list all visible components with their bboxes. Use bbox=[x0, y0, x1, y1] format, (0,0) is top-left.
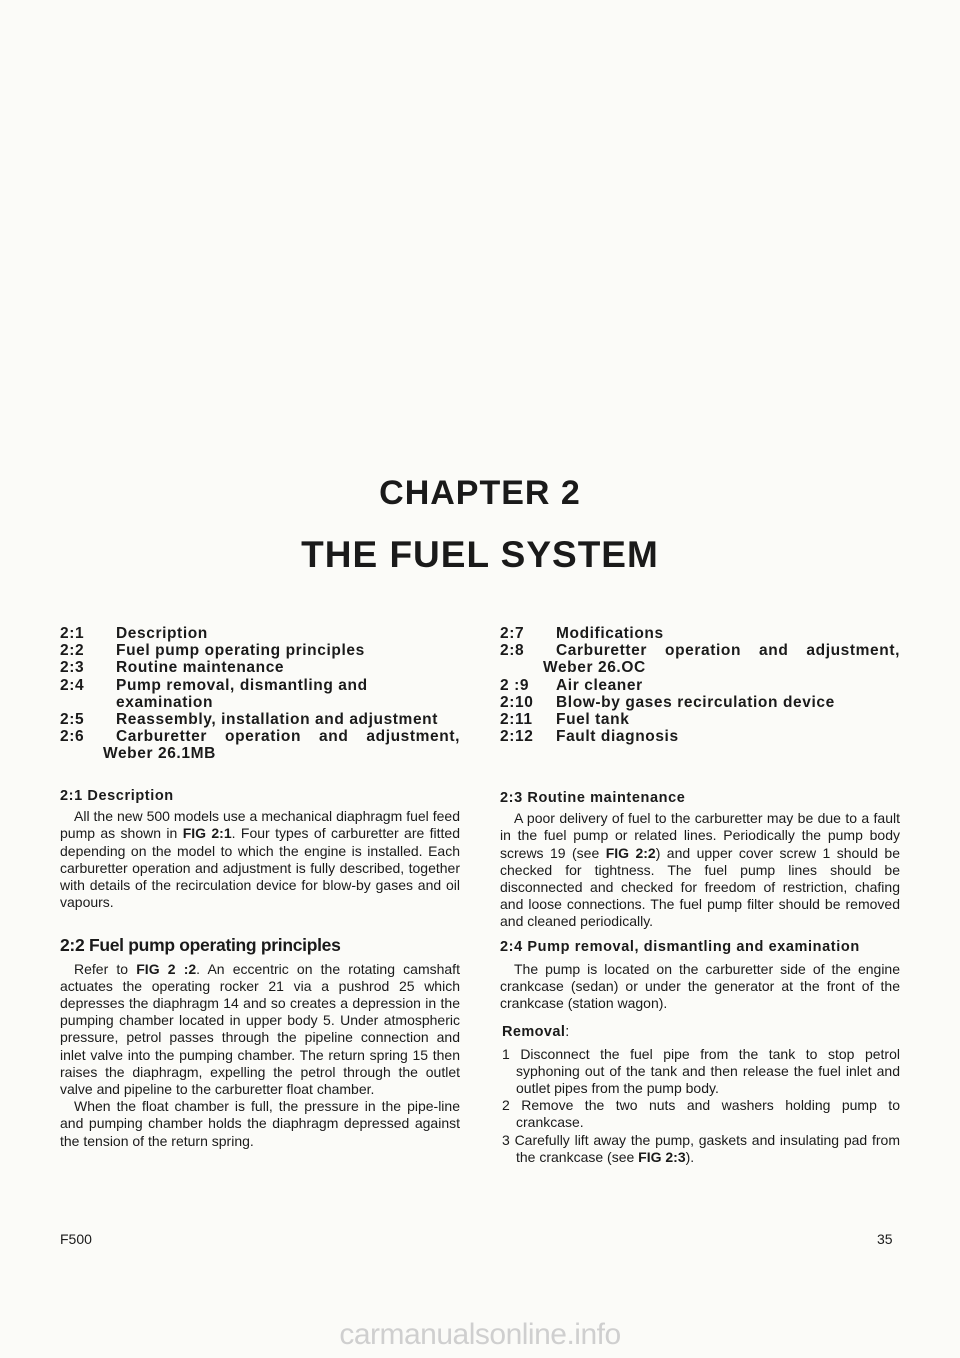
left-column bbox=[60, 788, 460, 1150]
chapter-title: THE FUEL SYSTEM bbox=[301, 534, 659, 575]
toc-title: Fuel tank bbox=[556, 711, 630, 729]
toc-item bbox=[60, 711, 460, 728]
toc-item bbox=[500, 711, 900, 728]
toc-num: 2 :9 bbox=[500, 676, 530, 694]
figure-reference: FIG 2:2 bbox=[605, 844, 656, 861]
figure-reference: FIG 2:3 bbox=[638, 1148, 686, 1165]
toc-num: 2:11 bbox=[500, 711, 533, 729]
toc-num: 2:12 bbox=[500, 728, 534, 746]
removal-step-3: 3 Carefully lift away the pump, gaskets and insulating pad from the crankcase (see FIG 2:3). bbox=[502, 1131, 900, 1165]
toc-num: 2:10 bbox=[500, 693, 534, 711]
figure-reference: FIG 2 :2 bbox=[136, 960, 197, 977]
toc-num: 2:2 bbox=[60, 642, 85, 660]
description-paragraph: All the new 500 models use a mechanical diaphragm fuel feed pump as shown in FIG 2:1. Four types of carburetter are fitted depending on the model to which the engine is installed. Each carburetter operation and adjustment is fully described, together with details of the recirculation device for blow-by gases and oil vapours. bbox=[60, 808, 460, 911]
toc-continuation: Weber 26.1MB bbox=[103, 745, 216, 763]
toc-item bbox=[60, 677, 460, 711]
toc-title: Modifications bbox=[556, 625, 664, 642]
footer-model-code: F500 bbox=[60, 1231, 92, 1247]
toc-title: Pump removal, dismantling and examination bbox=[116, 676, 368, 711]
toc-title: Fault diagnosis bbox=[556, 728, 679, 746]
section-heading-fuel-pump-principles: 2:2 Fuel pump operating principles bbox=[60, 935, 341, 956]
chapter-number: CHAPTER 2 bbox=[379, 474, 581, 512]
section-heading-pump-removal: 2:4 Pump removal, dismantling and examination bbox=[500, 938, 860, 955]
fuel-pump-paragraph-2: When the float chamber is full, the pressure in the pipe-line and pumping chamber holds the diaphragm depressed against the tension of the return spring. bbox=[60, 1098, 460, 1149]
toc-continuation: Weber 26.OC bbox=[543, 659, 646, 677]
maintenance-paragraph: A poor delivery of fuel to the carburetter may be due to a fault in the fuel pump or related lines. Periodically the pump body screws 19 (see FIG 2:2) and upper cover screw 1 should be checked for tightness. The fuel pump lines should be disconnected and checked for freedom of restriction, chafing and loose connections. The fuel pump filter should be removed and cleaned periodically. bbox=[500, 810, 900, 930]
toc-title: Blow-by gases recirculation device bbox=[556, 693, 835, 711]
page-number: 35 bbox=[877, 1231, 893, 1247]
right-column bbox=[500, 790, 900, 1166]
figure-reference: FIG 2:1 bbox=[182, 825, 232, 842]
toc-num: 2:8 bbox=[500, 642, 525, 660]
toc-title: Fuel pump operating principles bbox=[116, 642, 365, 660]
toc-item bbox=[500, 642, 900, 659]
toc-title: Carburetter operation and adjustment, bbox=[556, 642, 900, 660]
pump-location-paragraph: The pump is located on the carburetter side of the engine crankcase (sedan) or under the generator at the front of the crankcase (station wagon). bbox=[500, 960, 900, 1012]
toc-item bbox=[60, 659, 460, 676]
toc-num: 2:4 bbox=[60, 676, 85, 694]
toc-item bbox=[500, 677, 900, 694]
watermark: carmanualsonline.info bbox=[339, 1318, 621, 1351]
toc-num: 2:3 bbox=[60, 659, 85, 677]
toc-right bbox=[500, 625, 900, 745]
toc-title: Reassembly, installation and adjustment bbox=[116, 711, 438, 729]
toc-left bbox=[60, 625, 460, 763]
toc-title: Routine maintenance bbox=[116, 659, 285, 677]
toc-title: Air cleaner bbox=[556, 676, 643, 694]
toc-num: 2:6 bbox=[60, 728, 85, 746]
fuel-pump-paragraph: Refer to FIG 2 :2. An eccentric on the rotating camshaft actuates the operating rocker 21 via a pushrod 25 which depresses the diaphragm 14 and so creates a depression in the pumping chamber located in upper body 5. Under atmospheric pressure, petrol passes through the pipeline connection and inlet valve into the pumping chamber. The return spring 15 then raises the diaphragm, expelling the petrol through the outlet valve and pipeline to the carburetter float chamber. bbox=[60, 960, 460, 1098]
toc-item bbox=[500, 728, 900, 745]
toc-num: 2:5 bbox=[60, 711, 85, 729]
toc-item bbox=[500, 694, 900, 711]
removal-step-2: 2 Remove the two nuts and washers holding pump to crankcase. bbox=[502, 1097, 900, 1131]
section-heading-routine-maintenance: 2:3 Routine maintenance bbox=[500, 790, 686, 806]
toc-num: 2:7 bbox=[500, 625, 525, 642]
removal-subheading: Removal: bbox=[502, 1024, 570, 1041]
toc-item bbox=[60, 625, 460, 642]
section-heading-description: 2:1 Description bbox=[60, 788, 174, 804]
toc-title: Description bbox=[116, 625, 208, 642]
toc-title: Carburetter operation and adjustment, bbox=[116, 728, 460, 746]
toc-item bbox=[500, 625, 900, 642]
toc-item bbox=[60, 642, 460, 659]
toc-item bbox=[60, 728, 460, 745]
toc-num: 2:1 bbox=[60, 625, 85, 642]
removal-step-1: 1 Disconnect the fuel pipe from the tank to stop petrol syphoning out of the tank and then release the fuel inlet and outlet pipes from the pump body. bbox=[502, 1045, 900, 1097]
